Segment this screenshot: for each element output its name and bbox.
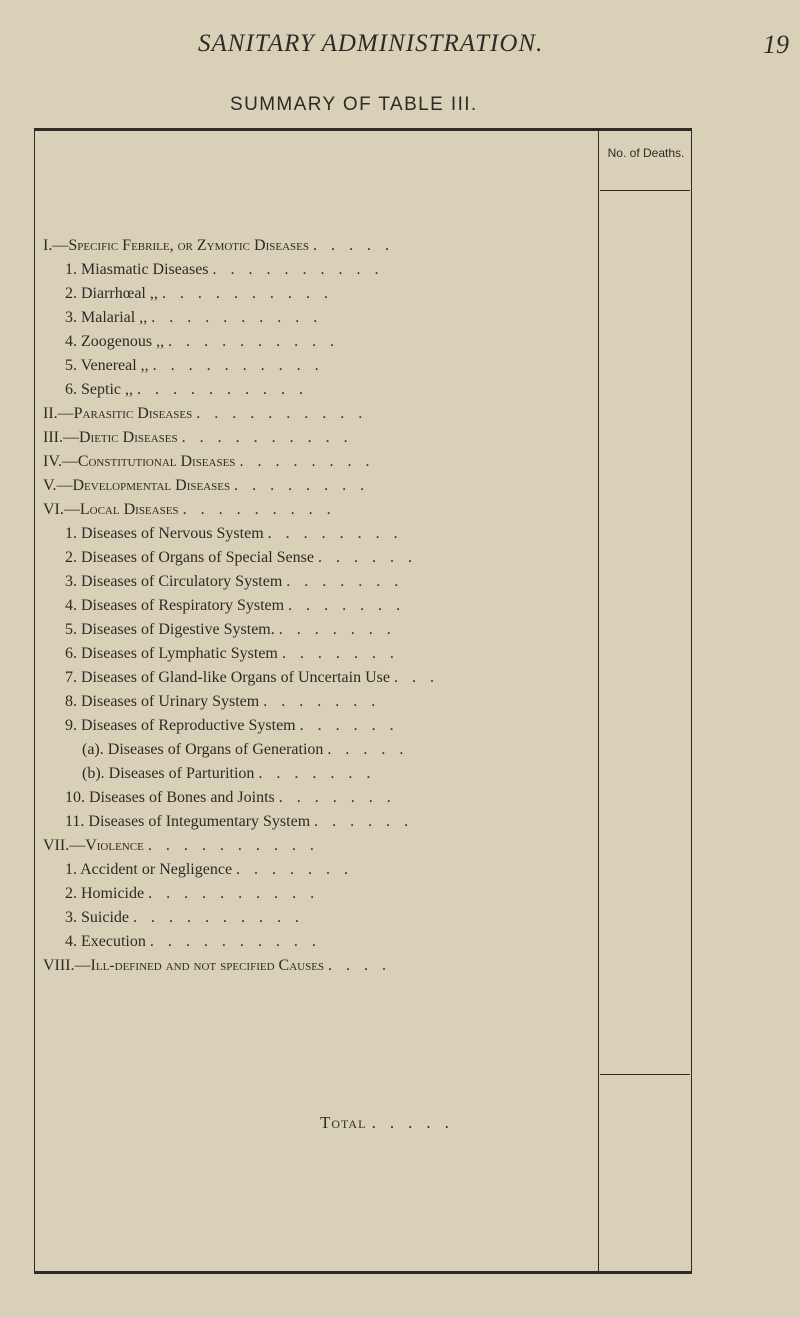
- row-label: 1. Miasmatic Diseases: [65, 261, 209, 278]
- row-label: 9. Diseases of Reproductive System: [65, 717, 296, 734]
- table-row: [65, 546, 426, 570]
- table-row: [65, 258, 393, 282]
- row-label: 2. Diseases of Organs of Special Sense: [65, 549, 314, 566]
- table-row: [65, 642, 408, 666]
- page-number: 19: [763, 30, 789, 59]
- leader-dots: .......: [263, 693, 390, 710]
- leader-dots: .......: [236, 861, 363, 878]
- leader-dots: ........: [234, 477, 379, 494]
- leader-dots: .....: [312, 237, 403, 254]
- leader-dots: ..........: [151, 309, 332, 326]
- leader-dots: ..........: [137, 381, 317, 398]
- table-row: [65, 858, 362, 882]
- leader-dots: .....: [327, 741, 418, 758]
- table-row: [65, 594, 414, 618]
- leader-dots: .....: [371, 1113, 463, 1132]
- row-label: 2. Diarrhœal ,,: [65, 285, 158, 302]
- running-title: SANITARY ADMINISTRATION.: [198, 30, 544, 57]
- table-row: [65, 666, 448, 690]
- table-row: [43, 834, 328, 858]
- row-label: IV.—Constitutional Diseases: [43, 453, 236, 470]
- row-label: (b). Diseases of Parturition: [82, 765, 255, 782]
- leader-dots: .......: [258, 765, 385, 782]
- leader-dots: ..........: [196, 405, 377, 422]
- column-header-deaths: No. of Deaths.: [607, 146, 685, 160]
- table-row: [43, 474, 378, 498]
- row-label: 4. Zoogenous ,,: [65, 333, 165, 350]
- leader-dots: .......: [286, 573, 413, 590]
- table-row: [43, 450, 383, 474]
- table-row: [65, 930, 330, 954]
- row-label: III.—Dietic Diseases: [43, 429, 178, 446]
- table-row: [65, 786, 405, 810]
- table-row: [65, 330, 348, 354]
- leader-dots: .......: [278, 621, 405, 638]
- row-label: I.—Specific Febrile, or Zymotic Diseases: [43, 237, 309, 254]
- row-label: V.—Developmental Diseases: [43, 477, 231, 494]
- row-label: (a). Diseases of Organs of Generation: [82, 741, 324, 758]
- row-label: VII.—Violence: [43, 837, 144, 854]
- leader-dots: ..........: [133, 909, 313, 926]
- leader-dots: .......: [288, 597, 415, 614]
- row-label: 6. Diseases of Lymphatic System: [65, 645, 278, 662]
- leader-dots: ..........: [161, 285, 342, 302]
- leader-dots: ......: [299, 717, 408, 734]
- table-row: [65, 378, 317, 402]
- row-label: 4. Diseases of Respiratory System: [65, 597, 285, 614]
- table-row: [65, 354, 333, 378]
- total-label: Total: [320, 1113, 367, 1132]
- total-rule: [600, 1074, 690, 1075]
- leader-dots: ..........: [181, 429, 362, 446]
- leader-dots: ..........: [152, 357, 333, 374]
- column-divider: [598, 128, 599, 1274]
- row-label: 2. Homicide: [65, 885, 145, 902]
- leader-dots: ......: [314, 813, 423, 830]
- table-row: [43, 954, 400, 978]
- table-row: [65, 618, 405, 642]
- table-row: [65, 714, 408, 738]
- table-row: [43, 402, 376, 426]
- table-row: [65, 282, 342, 306]
- leader-dots: ..........: [147, 837, 328, 854]
- table-row: [65, 810, 422, 834]
- row-label: VI.—Local Diseases: [43, 501, 179, 518]
- table-row: [65, 906, 313, 930]
- table-row: [43, 498, 345, 522]
- table-row: [82, 762, 384, 786]
- leader-dots: ........: [267, 525, 412, 542]
- total-row: [320, 1113, 463, 1133]
- leader-dots: ....: [328, 957, 401, 974]
- row-label: 7. Diseases of Gland-like Organs of Uncertain Use: [65, 669, 390, 686]
- leader-dots: ..........: [212, 261, 393, 278]
- row-label: II.—Parasitic Diseases: [43, 405, 193, 422]
- row-label: 8. Diseases of Urinary System: [65, 693, 260, 710]
- table-row: [65, 522, 412, 546]
- row-label: 3. Suicide: [65, 909, 129, 926]
- row-label: 6. Septic ,,: [65, 381, 133, 398]
- row-label: 5. Diseases of Digestive System.: [65, 621, 275, 638]
- table-row: [65, 690, 389, 714]
- row-label: 1. Accident or Negligence: [65, 861, 233, 878]
- leader-dots: ......: [317, 549, 426, 566]
- table-row: [65, 570, 412, 594]
- row-label: 3. Diseases of Circulatory System: [65, 573, 283, 590]
- leader-dots: ..........: [168, 333, 349, 350]
- header-rule: [600, 190, 690, 191]
- row-label: 4. Execution: [65, 933, 146, 950]
- table-row: [43, 234, 403, 258]
- row-label: 11. Diseases of Integumentary System: [65, 813, 311, 830]
- leader-dots: .......: [278, 789, 405, 806]
- leader-dots: ..........: [148, 885, 329, 902]
- table-row: [43, 426, 362, 450]
- row-label: 1. Diseases of Nervous System: [65, 525, 264, 542]
- row-label: VIII.—Ill-defined and not specified Causes: [43, 957, 325, 974]
- leader-dots: ........: [239, 453, 384, 470]
- row-label: 10. Diseases of Bones and Joints: [65, 789, 275, 806]
- table-row: [82, 738, 417, 762]
- leader-dots: ...: [393, 669, 448, 686]
- leader-dots: .......: [281, 645, 408, 662]
- row-label: 5. Venereal ,,: [65, 357, 149, 374]
- leader-dots: ..........: [149, 933, 330, 950]
- leader-dots: .........: [182, 501, 345, 518]
- table-row: [65, 306, 331, 330]
- table-row: [65, 882, 328, 906]
- page-title: SUMMARY OF TABLE III.: [230, 94, 478, 115]
- row-label: 3. Malarial ,,: [65, 309, 148, 326]
